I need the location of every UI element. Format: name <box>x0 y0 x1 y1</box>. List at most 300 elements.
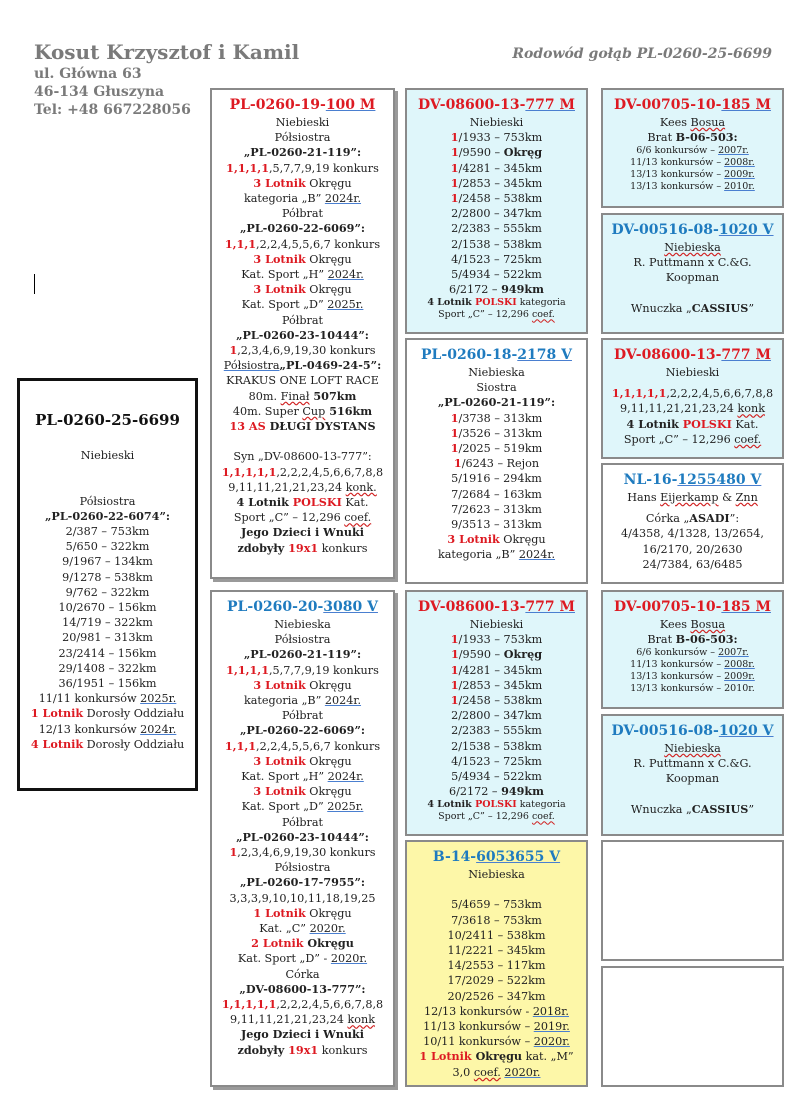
info-line <box>407 365 586 380</box>
ring-number <box>603 722 782 741</box>
text-segment: „PL-0260-23-10444”: <box>236 829 369 844</box>
text-segment: 2008r. <box>724 659 755 671</box>
info-line <box>212 510 393 525</box>
highlight-text: 4 Lotnik <box>30 736 84 751</box>
info-line <box>212 221 393 236</box>
text-segment: /9590 – <box>458 648 504 662</box>
text-segment: /3738 – 313km <box>458 411 543 425</box>
info-line <box>407 989 586 1004</box>
text-segment: Okręgu <box>305 906 352 920</box>
info-line <box>212 267 393 282</box>
info-line <box>407 663 586 678</box>
text-segment: Dorosły Oddziału <box>83 737 185 751</box>
info-line <box>20 600 195 615</box>
text-segment: 2020r. <box>504 1065 541 1079</box>
text-segment: 2019r. <box>533 1020 570 1034</box>
text-segment: /4281 – 345km <box>458 663 543 677</box>
text-segment: ,5,7,7,9,19 konkurs <box>268 663 379 677</box>
text-segment: Sport „C” – 12,296 <box>623 432 735 446</box>
highlight-text: 1 <box>450 130 459 145</box>
text-segment: Niebieska <box>664 241 721 254</box>
info-line <box>407 678 586 693</box>
info-line <box>407 867 586 882</box>
info-line <box>603 659 782 671</box>
text-segment: Niebieska <box>468 366 525 379</box>
highlight-text: POLSKI <box>292 495 342 510</box>
highlight-text: 1 <box>450 191 459 206</box>
info-line <box>20 585 195 600</box>
info-line <box>407 252 586 267</box>
info-line <box>212 739 393 754</box>
text-segment: 7/2623 – 313km <box>451 502 542 516</box>
text-segment: 3,3,3,9,10,10,11,18,19,25 <box>229 891 376 905</box>
info-line <box>603 490 782 505</box>
text-segment: Sport „C” – 12,296 <box>438 811 532 823</box>
pedigree-title: Rodowód gołąb PL-0260-25-6699 <box>512 46 772 62</box>
text-segment: 20/2526 – 347km <box>447 989 546 1003</box>
text-segment: Okręg <box>503 647 543 662</box>
text-segment: Okręgu <box>471 1049 523 1064</box>
info-line <box>407 547 586 562</box>
highlight-text: 1 Lotnik <box>253 905 306 920</box>
text-segment: 14/2553 – 117km <box>447 959 546 973</box>
text-segment: Niebieski <box>469 618 524 631</box>
text-segment: „DV-08600-13-777”: <box>239 981 366 996</box>
text-segment: 4 Lotnik <box>427 799 476 811</box>
text-segment: 17/2029 – 522km <box>447 974 546 988</box>
info-line <box>407 145 586 160</box>
info-line <box>212 1027 393 1042</box>
info-line <box>407 799 586 811</box>
text-segment: Półbrat <box>281 207 324 221</box>
info-line <box>603 240 782 255</box>
info-line <box>407 487 586 502</box>
text-segment: /2458 – 538km <box>458 694 543 708</box>
text-segment: Półsiostra <box>79 494 136 508</box>
info-line <box>20 554 195 569</box>
highlight-text: POLSKI <box>475 799 517 811</box>
text-segment: 80m. <box>248 389 281 403</box>
text-segment: & <box>718 491 736 504</box>
info-line <box>603 115 782 130</box>
text-segment: 6/6 konkursów – <box>636 145 719 157</box>
info-line <box>212 982 393 997</box>
text-segment: Okręg <box>503 145 543 160</box>
info-line <box>212 921 393 936</box>
text-segment: Niebieska <box>468 868 525 881</box>
text-segment: Kat. Sport „H” <box>241 770 328 784</box>
info-line <box>20 463 195 478</box>
ring-number <box>407 346 586 365</box>
text-segment: Znn <box>735 491 758 504</box>
great-grandparent-box <box>601 338 784 459</box>
text-segment: „PL-0260-17-7955”: <box>239 875 366 890</box>
info-line <box>20 661 195 676</box>
highlight-text: 1 <box>229 845 238 860</box>
text-segment: Niebieska <box>664 742 721 755</box>
info-line <box>212 465 393 480</box>
info-line <box>603 787 782 802</box>
text-segment: Kat. Sport „D” <box>241 800 328 814</box>
text-segment: Okręgu <box>305 678 352 692</box>
text-segment: 9,11,11,21,21,23,24 <box>620 402 738 416</box>
great-grandparent-box <box>601 88 784 208</box>
info-line <box>212 419 393 434</box>
text-segment: 3,0 <box>452 1065 474 1079</box>
text-segment: 4 Lotnik <box>626 416 683 431</box>
highlight-text: 13 AS <box>229 419 266 434</box>
text-segment: ,2,2,4,5,5,6,7 konkurs <box>256 237 381 251</box>
info-line <box>212 951 393 966</box>
info-line <box>407 882 586 897</box>
text-segment: 16/2170, 20/2630 <box>642 542 743 556</box>
info-line <box>212 297 393 312</box>
info-line <box>603 270 782 285</box>
highlight-text: 1 <box>450 410 459 425</box>
info-line <box>212 480 393 495</box>
info-line <box>20 478 195 493</box>
text-segment: „PL-0260-23-10444”: <box>236 327 369 342</box>
highlight-text: 1 <box>450 425 459 440</box>
text-segment: 2025r. <box>327 298 364 312</box>
info-line <box>212 663 393 678</box>
text-segment: 13/13 konkursów – <box>630 181 725 193</box>
text-segment: /4281 – 345km <box>458 161 543 175</box>
text-segment: Jego Dzieci i Wnuki <box>241 1027 364 1042</box>
text-segment: DV-08600-13- <box>418 599 526 615</box>
text-segment: „PL-0260-22-6074”: <box>44 508 171 523</box>
info-line <box>212 389 393 404</box>
info-line <box>407 237 586 252</box>
breeder-city: 46-134 Głuszyna <box>34 84 165 100</box>
info-line <box>212 434 393 449</box>
info-line <box>212 845 393 860</box>
info-line <box>407 395 586 410</box>
text-segment: Kees <box>659 116 691 129</box>
text-segment: ” <box>748 802 755 816</box>
mother-box <box>210 590 395 1087</box>
highlight-text: 1 Lotnik <box>419 1049 472 1064</box>
info-line <box>603 771 782 786</box>
text-segment: Jego Dzieci i Wnuki <box>241 525 364 540</box>
info-line <box>407 647 586 662</box>
info-line <box>212 1012 393 1027</box>
info-line <box>407 897 586 912</box>
info-line <box>212 784 393 799</box>
info-line <box>212 115 393 130</box>
text-segment: Kat. „C” <box>259 922 310 936</box>
info-line <box>407 161 586 176</box>
text-segment: 11/11 konkursów <box>38 692 141 706</box>
great-grandparent-box <box>601 590 784 709</box>
info-line <box>407 928 586 943</box>
breeder-phone: Tel: +48 667228056 <box>34 102 191 118</box>
text-segment: 20/981 – 313km <box>62 631 153 645</box>
info-line <box>212 678 393 693</box>
info-line <box>407 471 586 486</box>
info-line <box>603 683 782 695</box>
info-line <box>603 557 782 572</box>
text-segment: 949km <box>501 282 545 297</box>
text-segment: Okręgu <box>305 283 352 297</box>
text-segment: 2020r. <box>330 952 368 966</box>
info-line <box>603 401 782 416</box>
info-line <box>407 1034 586 1049</box>
breeder-street: ul. Główna 63 <box>34 66 142 82</box>
info-line <box>212 252 393 267</box>
text-segment: /1933 – 753km <box>458 633 543 647</box>
text-segment: 2/1538 – 538km <box>451 739 542 753</box>
text-segment: 12/13 konkursów - <box>424 1004 533 1018</box>
info-line <box>407 426 586 441</box>
breeder-name: Kosut Krzysztof i Kamil <box>34 40 300 64</box>
info-line <box>407 309 586 321</box>
highlight-text: 1,1,1,1 <box>226 662 269 677</box>
text-segment: Eijerkamp <box>660 491 719 504</box>
text-segment: Okręgu <box>499 533 546 547</box>
text-segment: 10/11 konkursów – <box>423 1035 534 1049</box>
info-line <box>407 380 586 395</box>
highlight-text: 1 <box>450 632 459 647</box>
text-segment: ,2,3,4,6,9,19,30 konkurs <box>237 846 376 860</box>
text-segment: Niebieski <box>80 449 135 462</box>
text-segment: 2024r. <box>327 770 364 784</box>
ring-number <box>212 96 393 115</box>
info-line <box>212 997 393 1012</box>
text-segment: Półbrat <box>281 313 324 327</box>
highlight-text: 1 <box>450 175 459 190</box>
subject-pigeon-box <box>17 378 198 791</box>
text-segment: ,5,7,7,9,19 konkurs <box>268 161 379 175</box>
text-segment: 949km <box>501 784 545 799</box>
highlight-text: 1 <box>450 441 459 456</box>
text-segment: R. Puttmann x C.&G. <box>633 256 752 270</box>
info-line <box>407 943 586 958</box>
text-segment: 7/3618 – 753km <box>451 913 542 927</box>
paternal-grandmother-box <box>405 338 588 584</box>
text-segment: CASSIUS <box>691 300 749 315</box>
text-segment: 14/719 – 322km <box>62 616 153 630</box>
text-segment: Niebieski <box>469 116 524 129</box>
text-segment: Sport „C” – 12,296 <box>233 511 345 525</box>
info-line <box>407 115 586 130</box>
info-line <box>20 448 195 463</box>
info-line <box>20 737 195 752</box>
text-segment: /2458 – 538km <box>458 192 543 206</box>
info-line <box>407 176 586 191</box>
highlight-text: 3 Lotnik <box>253 753 306 768</box>
text-segment: Dorosły Oddziału <box>83 707 185 721</box>
highlight-text: 1 <box>450 160 459 175</box>
text-segment: coef. <box>344 511 372 525</box>
text-segment: 5/1916 – 294km <box>451 472 542 486</box>
info-line <box>212 358 393 373</box>
info-line <box>407 754 586 769</box>
text-segment: Niebieska <box>274 618 331 631</box>
info-line <box>20 570 195 585</box>
ring-number <box>603 471 782 490</box>
highlight-text: 1 <box>453 456 462 471</box>
info-line <box>212 313 393 328</box>
text-segment: 10/2670 – 156km <box>58 601 157 615</box>
text-segment: konk <box>347 1013 375 1027</box>
text-segment: „PL-0260-21-119”: <box>437 395 556 410</box>
empty-great-grandparent-box <box>601 840 784 961</box>
empty-great-grandparent-box <box>601 966 784 1087</box>
text-segment: KRAKUS ONE LOFT RACE <box>226 374 379 388</box>
info-line <box>407 1049 586 1064</box>
highlight-text: 3 Lotnik <box>447 532 500 547</box>
highlight-text: 1 <box>450 145 459 160</box>
info-line <box>212 815 393 830</box>
text-segment: 2/2383 – 555km <box>451 222 542 236</box>
great-grandparent-box <box>601 213 784 334</box>
text-segment: PL-0260-18- <box>421 347 518 363</box>
text-segment: 2009r. <box>724 671 755 683</box>
info-line <box>407 456 586 471</box>
text-segment: 4 Lotnik <box>236 495 293 510</box>
text-segment: 5/4934 – 522km <box>451 770 542 784</box>
info-line <box>603 526 782 541</box>
text-segment: konkurs <box>318 541 368 555</box>
text-segment: „PL-0260-22-6069”: <box>239 723 366 738</box>
text-segment: Półbrat <box>281 709 324 723</box>
text-segment: NL-16- <box>623 472 678 488</box>
info-line <box>407 267 586 282</box>
text-segment: ,2,2,4,5,5,6,7 konkurs <box>256 739 381 753</box>
text-segment: 5/4934 – 522km <box>451 268 542 282</box>
text-segment: Kat. Sport „H” <box>241 268 328 282</box>
info-line <box>407 130 586 145</box>
text-segment: Siostra <box>476 381 517 395</box>
text-segment: Okręgu <box>305 754 352 768</box>
text-segment: 2/387 – 753km <box>65 525 150 539</box>
paternal-grandfather-box <box>405 88 588 334</box>
text-segment: DV-08600-13- <box>418 97 526 113</box>
text-segment: Niebieski <box>665 366 720 379</box>
text-segment: 2024r. <box>518 548 556 562</box>
info-line <box>407 221 586 236</box>
text-segment: 4 Lotnik <box>427 297 476 309</box>
text-segment: ” <box>748 301 755 315</box>
text-segment: 2007r. <box>718 145 749 157</box>
info-line <box>603 741 782 756</box>
highlight-text: 1 <box>229 343 238 358</box>
text-segment: 9/3513 – 313km <box>451 518 542 532</box>
text-segment: 6/6 konkursów – <box>636 647 719 659</box>
text-segment: 2024r. <box>324 694 362 708</box>
highlight-text: 19x1 <box>288 540 319 555</box>
text-segment: Okręgu <box>305 785 352 799</box>
highlight-text: 3 Lotnik <box>253 282 306 297</box>
info-line <box>212 191 393 206</box>
text-segment: 2/2800 – 347km <box>451 709 542 723</box>
text-segment: 516km <box>325 403 373 418</box>
highlight-text: 1 <box>450 677 459 692</box>
text-segment: Kat. Sport „D” - <box>237 952 331 966</box>
info-line <box>20 494 195 509</box>
highlight-text: 1 Lotnik <box>30 706 84 721</box>
info-line <box>407 973 586 988</box>
text-segment: Córka <box>285 967 320 981</box>
text-segment: 2/2800 – 347km <box>451 207 542 221</box>
text-segment: 2020r. <box>309 922 346 936</box>
info-line <box>212 130 393 145</box>
text-segment: DŁUGI DYSTANS <box>265 419 376 434</box>
maternal-grandfather-box <box>405 590 588 836</box>
info-line <box>407 441 586 456</box>
text-segment: 11/2221 – 345km <box>447 944 546 958</box>
info-line <box>603 130 782 145</box>
text-segment: 185 M <box>721 599 771 615</box>
info-line <box>603 756 782 771</box>
info-line <box>20 615 195 630</box>
info-line <box>212 647 393 662</box>
text-segment: zdobyły <box>237 540 289 555</box>
highlight-text: 1,1,1,1,1 <box>221 464 277 479</box>
info-line <box>212 754 393 769</box>
text-segment: Wnuczka „ <box>630 301 692 315</box>
info-line <box>603 157 782 169</box>
text-segment: /9590 – <box>458 146 504 160</box>
text-segment: 2024r. <box>327 268 364 282</box>
info-line <box>212 373 393 388</box>
info-line <box>212 237 393 252</box>
info-line <box>407 282 586 297</box>
text-segment: DV-00705-10- <box>614 599 722 615</box>
text-segment: 23/2414 – 156km <box>58 646 157 660</box>
text-segment: „PL-0469-24-5”: <box>279 358 382 373</box>
info-line <box>212 860 393 875</box>
text-segment: 2009r. <box>724 169 755 181</box>
text-segment: 5/4659 – 753km <box>451 898 542 912</box>
text-segment: 2/1538 – 538km <box>451 237 542 251</box>
text-segment: Półsiostra <box>274 131 331 145</box>
info-line <box>407 913 586 928</box>
text-segment: 11/13 konkursów – <box>630 157 725 169</box>
highlight-text: 1,1,1 <box>224 738 257 753</box>
highlight-text: 19x1 <box>288 1042 319 1057</box>
text-segment: DV-00705-10- <box>614 97 722 113</box>
info-line <box>212 282 393 297</box>
info-line <box>407 811 586 823</box>
text-segment: 2025r. <box>327 800 364 814</box>
text-segment: 9/1967 – 134km <box>62 555 153 569</box>
info-line <box>603 169 782 181</box>
text-segment: Koopman <box>665 772 720 786</box>
text-segment: 777 M <box>525 599 575 615</box>
info-line <box>407 723 586 738</box>
text-segment: Półsiostra <box>274 633 331 647</box>
text-segment: Okręgu <box>305 252 352 266</box>
info-line <box>407 708 586 723</box>
info-line <box>212 1043 393 1058</box>
info-line <box>20 722 195 737</box>
text-segment: 36/1951 – 156km <box>58 677 157 691</box>
info-line <box>603 365 782 380</box>
text-segment: 2025r. <box>140 692 177 706</box>
text-segment: kat. „M” <box>522 1050 574 1064</box>
highlight-text: 1 <box>450 647 459 662</box>
text-segment: 12/13 konkursów <box>38 722 141 736</box>
info-line <box>20 646 195 661</box>
info-line <box>603 386 782 401</box>
text-segment: zdobyły <box>237 1042 289 1057</box>
info-line <box>603 181 782 193</box>
text-segment: 1020 V <box>718 222 774 238</box>
text-segment: 2178 V <box>517 347 572 363</box>
text-segment: kategoria <box>516 297 566 309</box>
